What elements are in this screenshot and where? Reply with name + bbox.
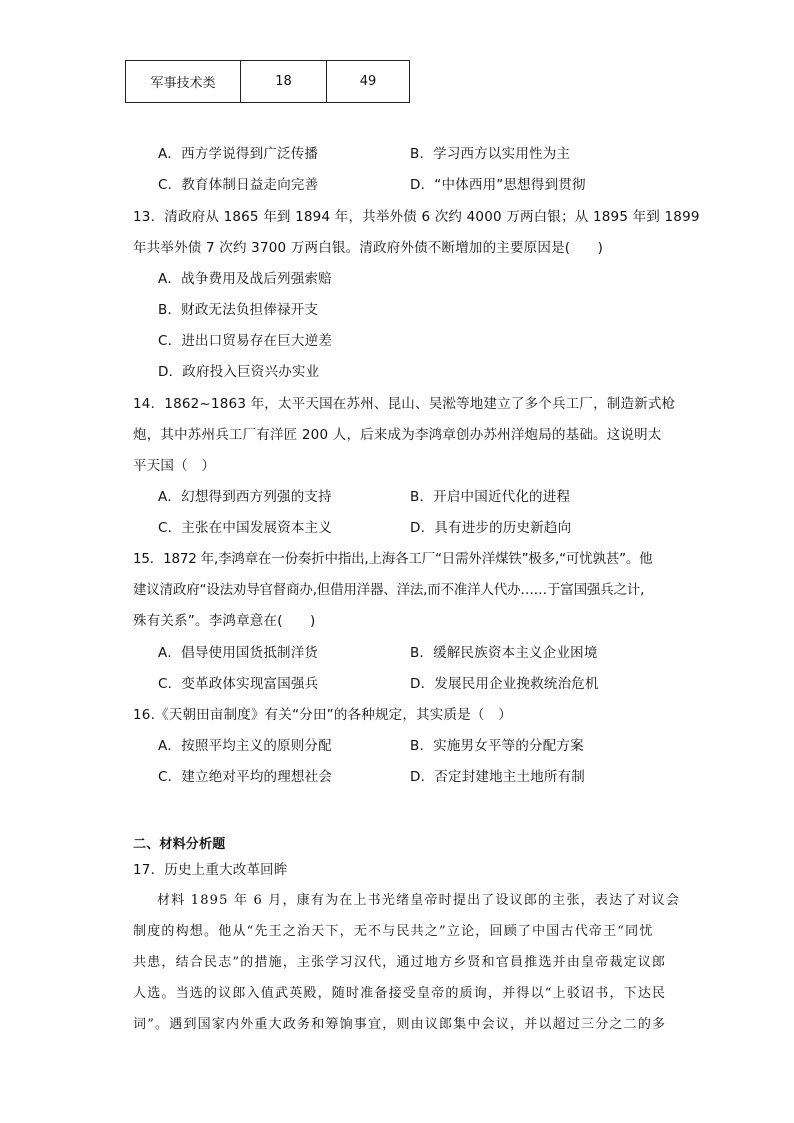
q12-option-c: C．教育体制日益走向完善 — [158, 177, 319, 193]
q14-option-a: A．幻想得到西方列强的支持 — [158, 489, 332, 505]
q14-option-c: C．主张在中国发展资本主义 — [158, 520, 333, 536]
q13-option-c: C．进出口贸易存在巨大逆差 — [158, 333, 333, 349]
q16-option-d: D．否定封建地主土地所有制 — [410, 769, 585, 785]
q14-option-d: D．具有进步的历史新趋向 — [410, 520, 572, 536]
q12-option-a: A．西方学说得到广泛传播 — [158, 146, 319, 162]
q16-option-a: A．按照平均主义的原则分配 — [158, 738, 332, 754]
q15-option-b: B．缓解民族资本主义企业困境 — [410, 645, 598, 661]
q12-option-d: D．“中体西用”思想得到贯彻 — [410, 177, 586, 193]
table-cell: 18 — [241, 61, 327, 103]
q13-option-a: A．战争费用及战后列强索赔 — [158, 271, 332, 287]
q14-stem-line: 平天国（ ） — [133, 458, 216, 474]
material-line: 共患，结合民志”的措施，主张学习汉代，通过地方乡贤和官員推选并由皇帝裁定议郎 — [133, 955, 667, 970]
q14-option-b: B．开启中国近代化的进程 — [410, 489, 571, 505]
q15-option-c: C．变革政体实现富国强兵 — [158, 676, 319, 692]
q14-stem-line: 炮，其中苏州兵工厂有洋匠 200 人，后来成为李鸿章创办苏州洋炮局的基础。这说明太 — [133, 427, 662, 443]
q15-stem-line: 殊有关系”。李鸿章意在( ) — [133, 613, 316, 629]
q16-option-b: B．实施男女平等的分配方案 — [410, 738, 584, 754]
q16-option-c: C．建立绝对平均的理想社会 — [158, 769, 333, 785]
data-table — [125, 60, 410, 103]
q15-stem-line: 15．1872 年,李鸿章在一份奏折中指出,上海各工厂“日需外洋煤铁”极多,“可忧孰甚”。他 — [133, 551, 653, 567]
material-line: 材料 1895 年 6 月，康有为在上书光绪皇帝时提出了设议郎的主张，表达了对议会 — [157, 893, 681, 908]
q14-stem-line: 14．1862~1863 年，太平天国在苏州、昆山、吴淞等地建立了多个兵工厂，制造新式枪 — [133, 396, 676, 412]
material-line: 人选。当选的议郎入值武英殿，随时准备接受皇帝的质询，并得以“上驳诏书，下达民 — [133, 986, 667, 1001]
q15-option-a: A．倡导使用国货抵制洋货 — [158, 645, 319, 661]
q15-stem-line: 建议清政府“设法劝导官督商办,但借用洋器、洋法,而不准洋人代办……于富国强兵之计, — [133, 582, 645, 598]
q12-option-b: B．学习西方以实用性为主 — [410, 146, 571, 162]
table-row — [126, 61, 410, 103]
material-line: 词”。遇到国家内外重大政务和筹饷事宜，则由议郎集中会议，并以超过三分之二的多 — [133, 1017, 667, 1032]
q15-option-d: D．发展民用企业挽救统治危机 — [410, 676, 599, 692]
table-cell: 军事技术类 — [126, 61, 241, 103]
q13-option-b: B．财政无法负担俸禄开支 — [158, 302, 319, 318]
q17-title: 17．历史上重大改革回眸 — [133, 862, 288, 878]
material-line: 制度的构想。他从“先王之治天下，无不与民共之”立论，回顾了中国古代帝王“同忧 — [133, 924, 654, 939]
section-heading: 二、材料分析题 — [133, 837, 226, 852]
q13-stem-line: 13．清政府从 1865 年到 1894 年，共举外债 6 次约 4000 万两白银；从 1895 年到 1899 — [133, 209, 700, 225]
table-cell: 49 — [327, 61, 410, 103]
q13-option-d: D．政府投入巨资兴办实业 — [158, 364, 320, 380]
q13-stem-line: 年共举外债 7 次约 3700 万两白银。清政府外债不断增加的主要原因是( ) — [133, 240, 604, 256]
q16-stem-line: 16.《天朝田亩制度》有关“分田”的各种规定，其实质是（ ） — [133, 707, 512, 723]
